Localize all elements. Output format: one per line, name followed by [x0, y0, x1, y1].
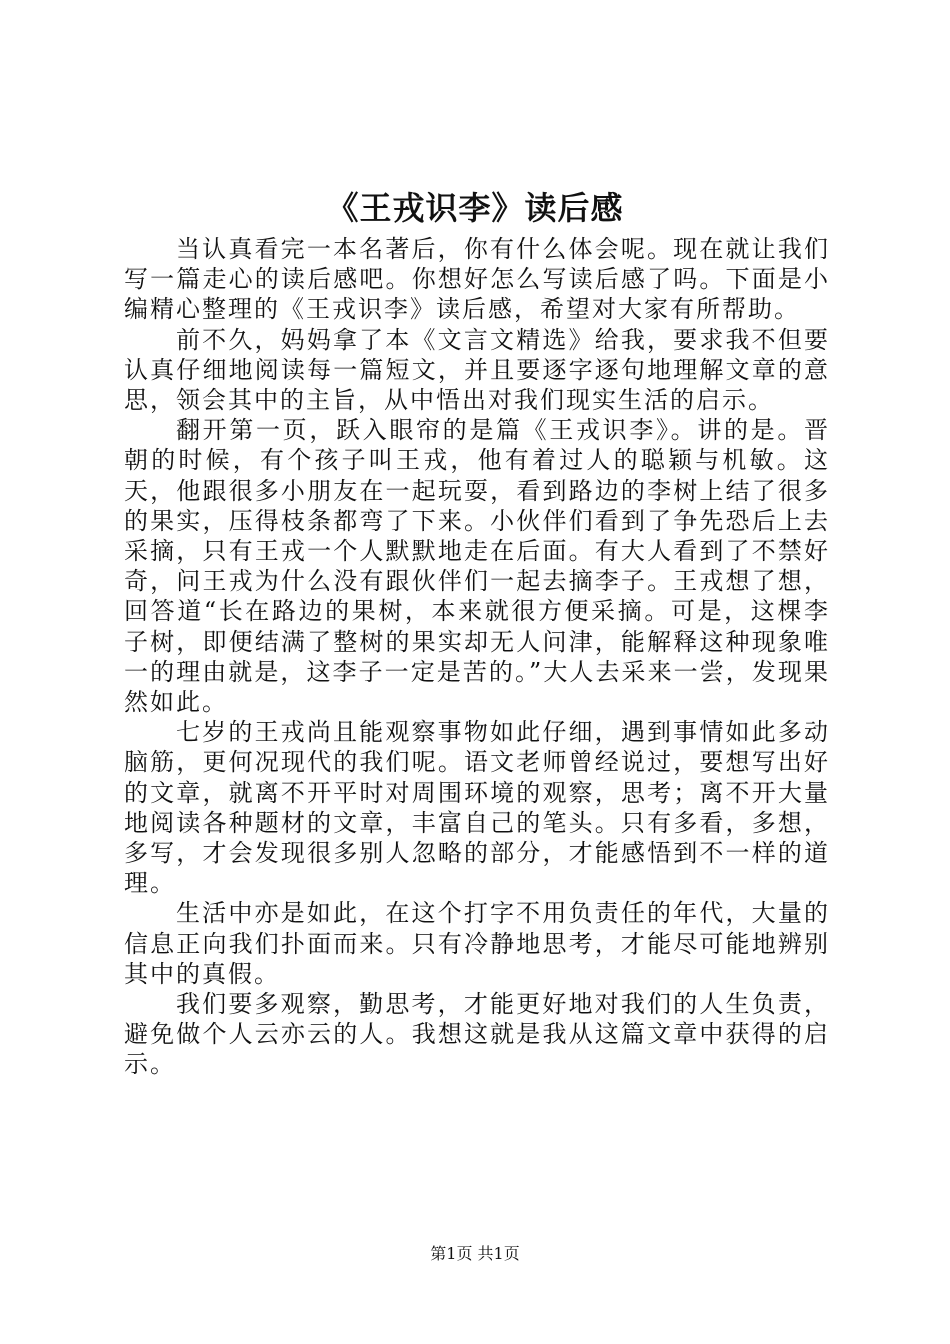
paragraph-conclusion: 我们要多观察，勤思考，才能更好地对我们的人生负责，避免做个人云亦云的人。我想这就是我从这篇文章中获得的启示。 [124, 990, 830, 1079]
document-body [124, 234, 830, 1080]
paragraph-story: 翻开第一页，跃入眼帘的是篇《王戎识李》。讲的是。晋朝的时候，有个孩子叫王戎，他有着过人的聪颖与机敏。这天，他跟很多小朋友在一起玩耍，看到路边的李树上结了很多的果实，压得枝条都弯了下来。小伙伴们看到了争先恐后上去采摘，只有王戎一个人默默地走在后面。有大人看到了不禁好奇，问王戎为什么没有跟伙伴们一起去摘李子。王戎想了想，回答道“长在路边的果树，本来就很方便采摘。可是，这棵李子树，即便结满了整树的果实却无人问津，能解释这种现象唯一的理由就是，这李子一定是苦的。”大人去采来一尝，发现果然如此。 [124, 416, 830, 717]
document-title: 《王戎识李》读后感 [326, 189, 624, 227]
paragraph-life: 生活中亦是如此，在这个打字不用负责任的年代，大量的信息正向我们扑面而来。只有冷静地思考，才能尽可能地辨别其中的真假。 [124, 899, 830, 988]
page-footer: 第1页 共1页 [430, 1244, 520, 1263]
paragraph-intro: 当认真看完一本名著后，你有什么体会呢。现在就让我们写一篇走心的读后感吧。你想好怎么写读后感了吗。下面是小编精心整理的《王戎识李》读后感，希望对大家有所帮助。 [124, 235, 830, 324]
paragraph-reading-task: 前不久，妈妈拿了本《文言文精选》给我，要求我不但要认真仔细地阅读每一篇短文，并且要逐字逐句地理解文章的意思，领会其中的主旨，从中悟出对我们现实生活的启示。 [124, 325, 830, 415]
paragraph-reflection: 七岁的王戎尚且能观察事物如此仔细，遇到事情如此多动脑筋，更何况现代的我们呢。语文老师曾经说过，要想写出好的文章，就离不开平时对周围环境的观察，思考；离不开大量地阅读各种题材的文章，丰富自己的笔头。只有多看，多想，多写，才会发现很多别人忽略的部分，才能感悟到不一样的道理。 [124, 718, 830, 898]
